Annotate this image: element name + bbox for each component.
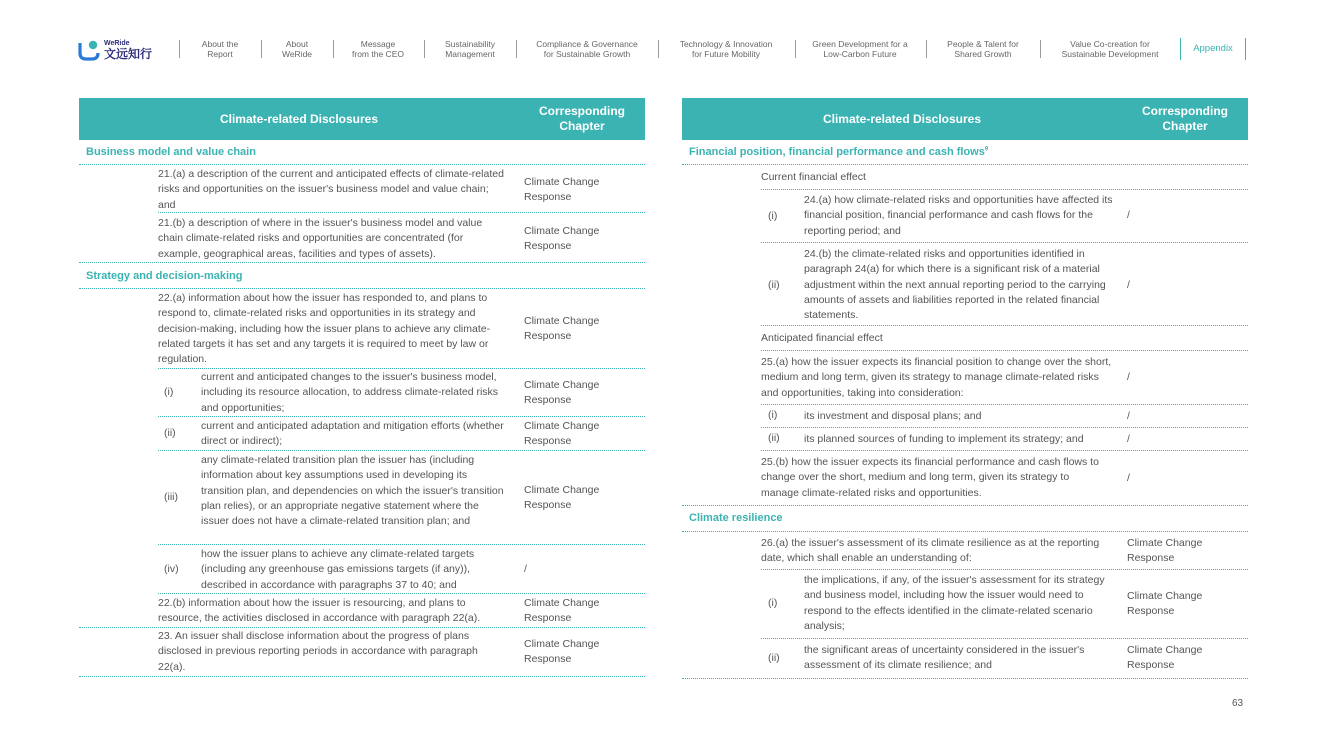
right-num-26a-ii: (ii) <box>768 652 780 664</box>
header <box>0 0 1324 90</box>
left-num-iii: (iii) <box>164 491 178 503</box>
divider <box>761 450 1248 451</box>
divider <box>158 212 645 213</box>
nav-about-report[interactable]: About the Report <box>201 39 239 59</box>
left-num-i: (i) <box>164 386 174 398</box>
nav-compliance-governance[interactable]: Compliance & Governance for Sustainable Growth <box>536 39 638 59</box>
right-num-25a-ii: (ii) <box>768 432 780 444</box>
left-chapter-22b: Climate Change Response <box>524 597 600 625</box>
subhead-current-financial-effect: Current financial effect <box>761 171 866 183</box>
left-row-21a: 21.(a) a description of the current and anticipated effects of climate-related risks and opportunities on the issuer's business model and value chain; and <box>158 168 504 211</box>
logo-cn: 文远知行 <box>104 47 153 61</box>
right-chapter-26a-i: Climate Change Response <box>1127 590 1203 618</box>
right-chapter-25a-i: / <box>1127 410 1130 422</box>
right-row-24b: 24.(b) the climate-related risks and opportunities identified in paragraph 24(a) for which there is a significant risk of a material adjustment within the next annual reporting period to the carrying amounts of assets and liabilities reported in the related financial statements. <box>804 248 1106 322</box>
divider <box>158 368 645 369</box>
right-header-disclosures: Climate-related Disclosures <box>822 112 982 126</box>
divider <box>761 350 1248 351</box>
right-row-26a: 26.(a) the issuer's assessment of its climate resilience as at the reporting date, which shall enable an understanding of: <box>761 537 1100 565</box>
divider <box>761 189 1248 190</box>
right-table <box>682 98 1248 680</box>
right-chapter-26a: Climate Change Response <box>1127 537 1203 565</box>
divider <box>682 164 1248 165</box>
nav-divider <box>179 40 180 58</box>
right-num-ii: (ii) <box>768 279 780 291</box>
divider <box>79 676 645 677</box>
left-chapter-22a-i: Climate Change Response <box>524 379 600 407</box>
nav-green-development[interactable]: Green Development for a Low-Carbon Future <box>812 39 908 59</box>
right-row-25a-i: its investment and disposal plans; and <box>804 410 982 422</box>
divider <box>682 531 1248 532</box>
right-chapter-25a-ii: / <box>1127 433 1130 445</box>
nav-message-ceo[interactable]: Message from the CEO <box>352 39 404 59</box>
right-num-25a-i: (i) <box>768 409 778 421</box>
left-row-22a-ii: current and anticipated adaptation and mitigation efforts (whether direct or indirect); <box>201 420 504 448</box>
divider <box>79 262 645 263</box>
nav-divider <box>658 40 659 58</box>
left-row-21b: 21.(b) a description of where in the issuer's business model and value chain climate-related risks and opportunities are concentrated (for example, geographical areas, facilities and types of assets). <box>158 217 483 260</box>
nav-sustainability-management[interactable]: Sustainability Management <box>444 39 496 59</box>
left-header-chapter: Corresponding Chapter <box>539 104 625 133</box>
right-chapter-24b: / <box>1127 279 1130 291</box>
nav-appendix[interactable]: Appendix <box>1180 38 1246 60</box>
nav-divider <box>333 40 334 58</box>
nav-divider <box>795 40 796 58</box>
nav-divider <box>926 40 927 58</box>
logo[interactable] <box>78 38 158 62</box>
left-chapter-22a-iii: Climate Change Response <box>524 484 600 512</box>
divider <box>158 593 645 594</box>
left-chapter-22a-ii: Climate Change Response <box>524 420 600 448</box>
nav-divider <box>261 40 262 58</box>
right-row-24a: 24.(a) how climate-related risks and opportunities have affected its financial position, financial performance and cash flows for the reporting period; and <box>804 194 1113 237</box>
section-financial-position-text: Financial position, financial performance and cash flows <box>689 146 985 158</box>
left-chapter-21b: Climate Change Response <box>524 225 600 253</box>
right-row-25a: 25.(a) how the issuer expects its financial position to change over the short, medium and long term, given its strategy to manage climate-related risks and opportunities, taking into consideration: <box>761 356 1112 399</box>
divider <box>761 638 1248 639</box>
left-row-23: 23. An issuer shall disclose information about the progress of plans disclosed in previous reporting periods in accordance with paragraph 22(a). <box>158 630 478 673</box>
divider <box>682 678 1248 679</box>
divider <box>761 325 1248 326</box>
divider <box>79 627 645 628</box>
right-chapter-26a-ii: Climate Change Response <box>1127 644 1203 672</box>
right-table-header <box>682 98 1248 140</box>
right-num-i: (i) <box>768 210 778 222</box>
divider <box>761 569 1248 570</box>
subhead-anticipated-financial-effect: Anticipated financial effect <box>761 332 883 344</box>
nav-about-weride[interactable]: About WeRide <box>281 39 313 59</box>
left-row-22a-i: current and anticipated changes to the issuer's business model, including its resource allocation, to address climate-related risks and opportunities; <box>201 371 499 414</box>
left-chapter-21a: Climate Change Response <box>524 176 600 204</box>
nav-divider <box>1040 40 1041 58</box>
section-financial-position <box>689 146 988 158</box>
left-chapter-22a: Climate Change Response <box>524 315 600 343</box>
right-row-25b: 25.(b) how the issuer expects its financial performance and cash flows to change over the short, medium and long term, given its strategy to manage climate-related risks and opportunities. <box>761 456 1099 499</box>
logo-en: WeRide <box>104 40 130 47</box>
nav-divider <box>516 40 517 58</box>
footnote-marker[interactable]: 9 <box>984 146 989 153</box>
left-header-disclosures: Climate-related Disclosures <box>219 112 379 126</box>
section-strategy: Strategy and decision-making <box>86 270 243 282</box>
right-num-26a-i: (i) <box>768 597 778 609</box>
nav-value-cocreation[interactable]: Value Co-creation for Sustainable Development <box>1061 39 1159 59</box>
left-row-22b: 22.(b) information about how the issuer is resourcing, and plans to resource, the activities disclosed in accordance with paragraph 22(a). <box>158 597 481 625</box>
divider <box>158 450 645 451</box>
left-chapter-22a-iv: / <box>524 563 527 575</box>
left-num-ii: (ii) <box>164 427 176 439</box>
nav-technology-innovation[interactable]: Technology & Innovation for Future Mobility <box>679 39 773 59</box>
divider <box>761 404 1248 405</box>
divider <box>761 242 1248 243</box>
page-number: 63 <box>1232 698 1244 709</box>
section-business-model: Business model and value chain <box>86 146 256 158</box>
divider <box>158 544 645 545</box>
left-row-22a: 22.(a) information about how the issuer has responded to, and plans to respond to, climate-related risks and opportunities in its strategy and decision-making, including how the issuer plans to achieve any climate-related targets it has set and any targets it is required to meet by law or regulation. <box>158 292 491 366</box>
divider <box>682 505 1248 506</box>
divider <box>761 427 1248 428</box>
left-table <box>79 98 645 678</box>
divider <box>79 288 645 289</box>
right-row-26a-ii: the significant areas of uncertainty considered in the issuer's assessment of its climate resilience; and <box>804 644 1085 672</box>
nav-people-talent[interactable]: People & Talent for Shared Growth <box>947 39 1019 59</box>
weride-logo-icon <box>78 39 100 61</box>
divider <box>79 164 645 165</box>
left-chapter-23: Climate Change Response <box>524 638 600 666</box>
left-table-header <box>79 98 645 140</box>
right-row-26a-i: the implications, if any, of the issuer's assessment for its strategy and business model, including how the issuer would need to respond to the effects identified in the climate-related scenario analysis; <box>804 574 1105 632</box>
right-chapter-25a: / <box>1127 371 1130 383</box>
right-header-chapter: Corresponding Chapter <box>1142 104 1228 133</box>
right-chapter-24a: / <box>1127 209 1130 221</box>
divider <box>158 416 645 417</box>
left-num-iv: (iv) <box>164 563 179 575</box>
right-row-25a-ii: its planned sources of funding to implement its strategy; and <box>804 433 1084 445</box>
left-row-22a-iv: how the issuer plans to achieve any climate-related targets (including any greenhouse gas emissions targets (if any)), described in accordance with paragraphs 37 to 40; and <box>201 548 475 591</box>
right-chapter-25b: / <box>1127 472 1130 484</box>
left-row-22a-iii: any climate-related transition plan the issuer has (including information about key assumptions used in developing its transition plan, and dependencies on which the issuer's transition plan relies), or an appropriate negative statement where the issuer does not have a climate-related transition plan; and <box>201 454 504 528</box>
section-climate-resilience: Climate resilience <box>689 512 783 524</box>
nav-divider <box>424 40 425 58</box>
